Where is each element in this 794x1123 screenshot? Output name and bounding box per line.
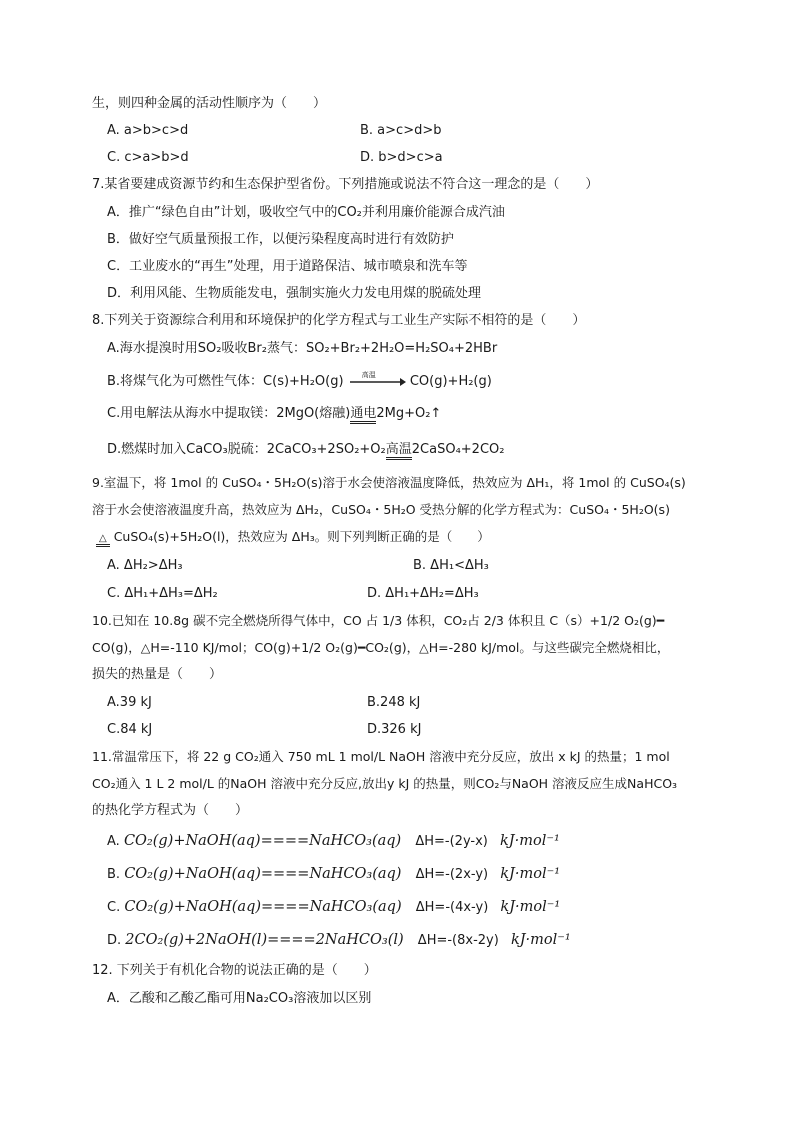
q11-option-d [107, 931, 571, 950]
question-9-stem-3 [96, 528, 490, 547]
q7-option-b: B．做好空气质量预报工作，以便污染程度高时进行有效防护 [107, 232, 454, 247]
equation: 2CO₂(g)+2NaOH(l)====2NaHCO₃(l) [125, 932, 404, 948]
delta-h: ΔH=-(8x-2y) [417, 933, 499, 948]
question-11-stem-1: 11.常温常压下，将 22 g CO₂通入 750 mL 1 mol/L NaOH 溶液中充分反应，放出 x kJ 的热量；1 mol [92, 749, 670, 764]
q10-option-b: B.248 kJ [367, 695, 421, 710]
q6-option-b: B. a>c>d>b [360, 123, 442, 138]
question-12-stem: 12. 下列关于有机化合物的说法正确的是（ ） [92, 963, 377, 978]
question-11-stem-2: CO₂通入 1 L 2 mol/L 的NaOH 溶液中充分反应,放出y kJ 的热量，则CO₂与NaOH 溶液反应生成NaHCO₃ [92, 776, 678, 791]
delta-h: ΔH=-(2y-x) [415, 834, 488, 849]
q8-option-a: A.海水提溴时用SO₂吸收Br₂蒸气：SO₂+Br₂+2H₂O=H₂SO₄+2HBr [107, 341, 498, 356]
q9-option-c: C. ΔH₁+ΔH₃=ΔH₂ [107, 586, 218, 601]
option-letter: D. [107, 933, 122, 948]
unit: kJ·mol⁻¹ [500, 833, 560, 849]
reaction-arrow [348, 370, 406, 389]
q8-option-c-left: C.用电解法从海水中提取镁：2MgO(熔融) [107, 406, 351, 421]
question-10-stem-3: 损失的热量是（ ） [92, 667, 223, 682]
q8-option-d-right: 2CaSO₄+2CO₂ [411, 442, 505, 457]
heat-condition-icon: △ [96, 534, 110, 547]
q8-option-d-left: D.燃煤时加入CaCO₃脱硫：2CaCO₃+2SO₂+O₂ [107, 442, 386, 457]
question-10-stem-1: 10.已知在 10.8g 碳不完全燃烧所得气体中，CO 占 1/3 体积，CO₂占 2/3 体积且 C（s）+1/2 O₂(g)━ [92, 613, 665, 628]
question-7-stem: 7.某省要建成资源节约和生态保护型省份。下列措施或说法不符合这一理念的是（ ） [92, 177, 599, 192]
q7-option-a: A．推广“绿色自由”计划，吸收空气中的CO₂并利用廉价能源合成汽油 [107, 205, 505, 220]
reaction-condition: 通电 [350, 406, 376, 424]
q9-stem-text: CuSO₄(s)+5H₂O(l)，热效应为 ΔH₃。则下列判断正确的是（ ） [113, 529, 490, 544]
q11-option-b [107, 865, 560, 884]
q7-option-c: C．工业废水的“再生”处理，用于道路保洁、城市喷泉和洗车等 [107, 259, 468, 274]
delta-h: ΔH=-(2x-y) [415, 867, 489, 882]
unit: kJ·mol⁻¹ [500, 866, 561, 882]
option-letter: B. [107, 867, 121, 882]
q11-option-a [107, 832, 560, 851]
q9-option-b: B. ΔH₁<ΔH₃ [413, 558, 489, 573]
q8-option-b-left: B.将煤气化为可燃性气体：C(s)+H₂O(g) [107, 374, 344, 389]
equation: CO₂(g)+NaOH(aq)====NaHCO₃(aq) [123, 833, 402, 849]
delta-h: ΔH=-(4x-y) [415, 900, 489, 915]
q9-option-a: A. ΔH₂>ΔH₃ [107, 558, 183, 573]
q8-option-c [107, 405, 441, 423]
question-9-stem-2: 溶于水会使溶液温度升高，热效应为 ΔH₂，CuSO₄・5H₂O 受热分解的化学方程式为：CuSO₄・5H₂O(s) [92, 502, 670, 517]
q11-option-c [107, 898, 560, 917]
equation: CO₂(g)+NaOH(aq)====NaHCO₃(aq) [124, 866, 402, 882]
question-6-stem: 生，则四种金属的活动性顺序为（ ） [92, 96, 327, 111]
q7-option-d: D．利用风能、生物质能发电，强制实施火力发电用煤的脱硫处理 [107, 286, 482, 301]
option-letter: A. [107, 834, 120, 849]
q6-option-d: D. b>d>c>a [360, 150, 443, 165]
q10-option-c: C.84 kJ [107, 722, 153, 737]
q10-option-d: D.326 kJ [367, 722, 422, 737]
question-9-stem-1: 9.室温下，将 1mol 的 CuSO₄・5H₂O(s)溶于水会使溶液温度降低，热效应为 ΔH₁，将 1mol 的 CuSO₄(s) [92, 475, 686, 490]
q6-option-c: C. c>a>b>d [107, 150, 189, 165]
equation: CO₂(g)+NaOH(aq)====NaHCO₃(aq) [124, 899, 402, 915]
q8-option-b [107, 370, 492, 391]
option-letter: C. [107, 900, 121, 915]
q8-option-d [107, 441, 504, 459]
q8-option-c-right: 2Mg+O₂↑ [376, 406, 442, 421]
reaction-condition: 高温 [361, 370, 376, 379]
q10-option-a: A.39 kJ [107, 695, 152, 710]
q8-option-b-right: CO(g)+H₂(g) [409, 374, 492, 389]
question-11-stem-3: 的热化学方程式为（ ） [92, 803, 249, 818]
question-10-stem-2: CO(g)，△H=-110 KJ/mol；CO(g)+1/2 O₂(g)━CO₂(g)，△H=-280 kJ/mol。与这些碳完全燃烧相比， [92, 640, 670, 655]
q9-option-d: D. ΔH₁+ΔH₂=ΔH₃ [367, 586, 479, 601]
arrow-icon [348, 375, 406, 389]
q12-option-a: A．乙酸和乙酸乙酯可用Na₂CO₃溶液加以区别 [107, 991, 372, 1006]
unit: kJ·mol⁻¹ [500, 899, 561, 915]
reaction-condition: 高温 [386, 442, 412, 460]
question-8-stem: 8.下列关于资源综合利用和环境保护的化学方程式与工业生产实际不相符的是（ ） [92, 313, 586, 328]
q6-option-a: A. a>b>c>d [107, 123, 189, 138]
unit: kJ·mol⁻¹ [510, 932, 571, 948]
